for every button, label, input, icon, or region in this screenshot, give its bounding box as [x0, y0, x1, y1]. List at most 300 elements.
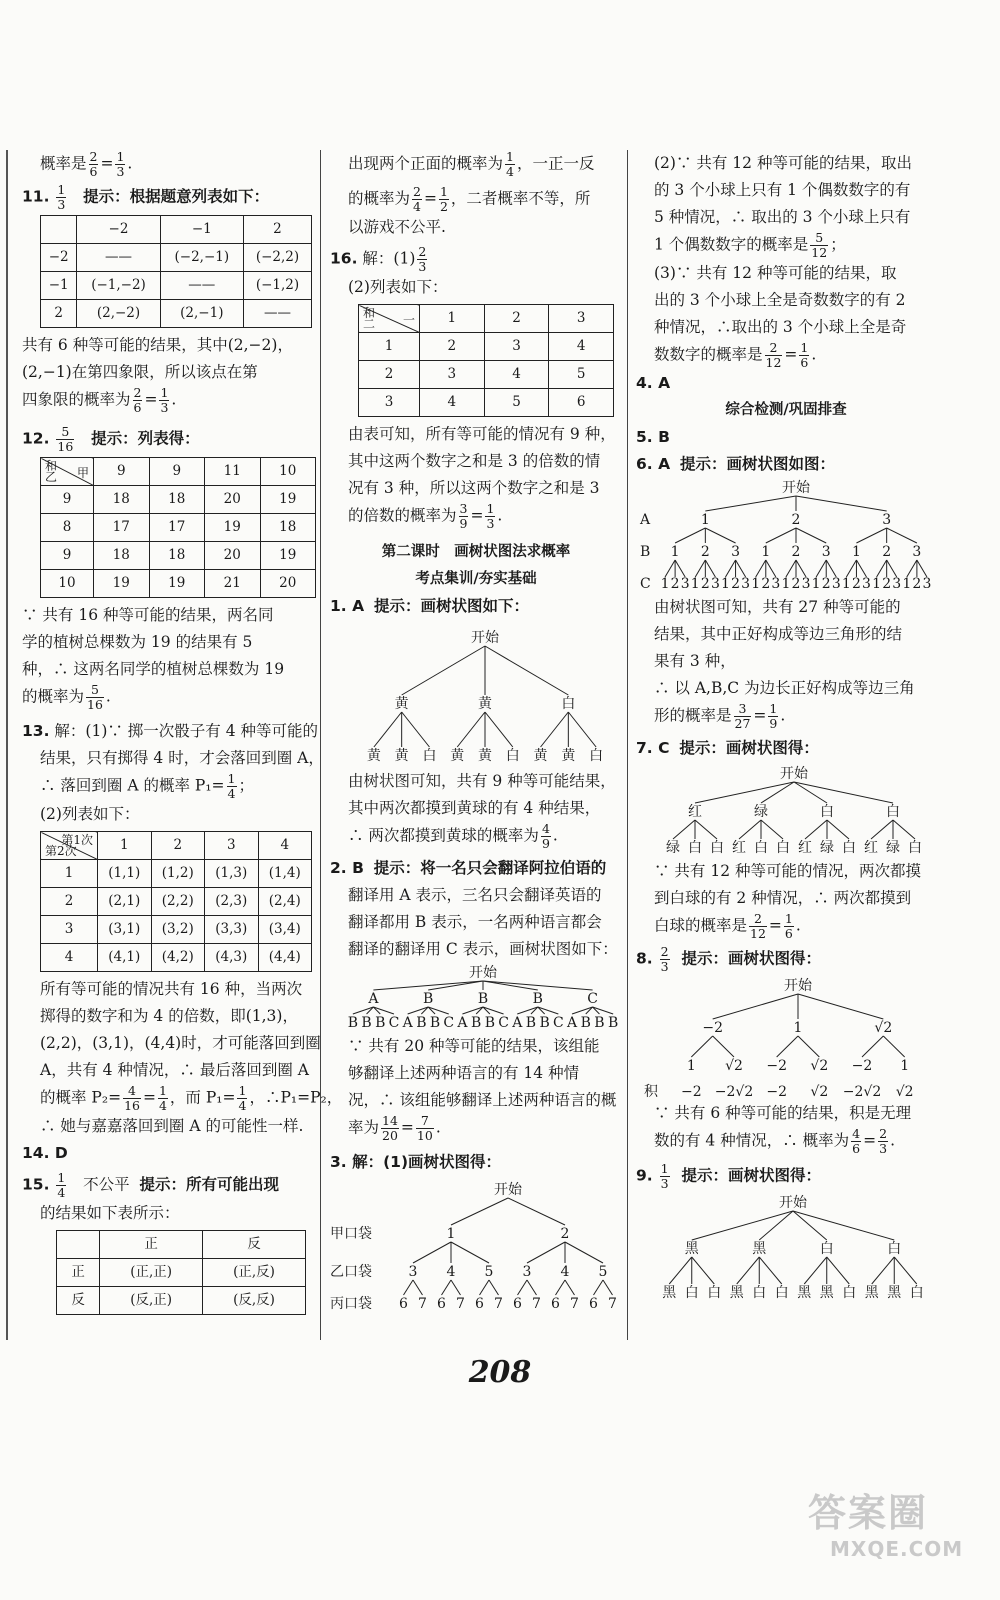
tree-node: 1 — [902, 576, 912, 592]
tree-node: B — [375, 1015, 386, 1031]
tree-node: 白 — [842, 840, 856, 856]
tree-node: 白 — [819, 1241, 834, 1257]
tree-node: 白 — [886, 804, 900, 820]
table-cell: (反,正) — [100, 1287, 203, 1315]
table-cell: 19 — [260, 486, 316, 514]
tree-branch — [527, 1242, 565, 1263]
text-line: ∴ 以 A,B,C 为边长正好构成等边三角 — [654, 679, 915, 697]
tree-node: 2 — [912, 576, 922, 592]
tree-node: C — [388, 1015, 400, 1031]
tree-branch — [846, 560, 856, 577]
table-row — [41, 888, 312, 916]
tree-branch — [862, 1036, 883, 1057]
text-line: 况有 3 种，所以这两个数字之和是 3 — [348, 479, 600, 497]
tree-branch — [483, 981, 593, 990]
table-cell: (1,4) — [258, 860, 312, 888]
table-q16 — [358, 304, 614, 417]
table-row — [41, 944, 312, 972]
table-cell: (2,1) — [98, 888, 152, 916]
tree-branch — [402, 712, 430, 747]
diag-top-label: 第1次 — [61, 833, 93, 847]
tree-branch — [794, 782, 893, 803]
tree-node: B — [608, 1015, 619, 1031]
text-line: 种情况，∴取出的 3 个小球上全是奇 — [654, 318, 907, 336]
tree-node: 黄 — [394, 696, 409, 712]
tree-branch — [804, 1257, 827, 1284]
table-row — [41, 542, 316, 570]
tree-node: 6 — [399, 1296, 408, 1312]
section-title: 第二课时 画树状图法求概率 — [381, 544, 571, 560]
tree-node: 绿 — [754, 804, 768, 820]
tree-diagram-q1 — [330, 620, 620, 768]
table-cell: 4 — [484, 361, 549, 389]
tree-node: B — [423, 991, 434, 1007]
table-cell: 10 — [41, 570, 94, 598]
column-2 — [330, 150, 622, 1314]
text-line: 翻译用 A 表示，三名只会翻译英语的 — [348, 886, 602, 904]
tree-node: √2 — [725, 1058, 743, 1074]
tree-node: 黄 — [478, 696, 492, 712]
tree-node: A — [457, 1015, 468, 1031]
table-cell: (−2,−1) — [160, 244, 243, 272]
tree-branch — [856, 528, 886, 543]
text-line: 果有 3 种， — [654, 652, 736, 670]
table-header-row — [359, 305, 614, 333]
tree-node: 4 — [560, 1264, 570, 1280]
tree-diagram-q8 — [636, 974, 936, 1100]
text-line: 其中两次都摸到黄球的有 4 种结果， — [348, 799, 601, 817]
tree-level-label: C — [640, 576, 651, 592]
tree-branch — [374, 712, 402, 747]
tree-branch — [404, 1280, 414, 1295]
table-row — [57, 1231, 306, 1259]
text-line: ∴ 两次都摸到黄球的概率为 $\frac{4}{9}$ . — [348, 821, 558, 851]
tree-node: 6 — [513, 1296, 522, 1312]
tree-node: B — [477, 991, 489, 1007]
table-cell: (正,正) — [100, 1259, 203, 1287]
tree-node: 黄 — [533, 748, 548, 764]
tree-branch — [695, 820, 717, 839]
tree-branch — [451, 1198, 508, 1225]
diag-top-label: 甲 — [76, 466, 89, 480]
question-11: 11. $\frac{1}{3}$ 提示：根据题意列表如下： — [22, 182, 270, 212]
tree-node: 1 — [660, 576, 670, 592]
text-line: 四象限的概率为 $\frac{2}{6}$ = $\frac{1}{3}$ . — [22, 385, 177, 415]
tree-node: 1 — [761, 544, 771, 560]
text-line: A，共有 4 种情况，∴ 最后落回到圈 A — [40, 1061, 309, 1079]
table-cell: (2,2) — [151, 888, 205, 916]
tree-node: 白 — [820, 804, 834, 820]
table-cell: 2 — [420, 333, 485, 361]
text-line: 掷得的数字和为 4 的倍数，即(1,3)， — [40, 1007, 298, 1025]
tree-node: 3 — [801, 576, 811, 592]
tree-node: 3 — [771, 576, 781, 592]
tree-node: 黑 — [729, 1285, 744, 1301]
tree-node: 黄 — [366, 748, 381, 764]
text-line: 结果，只有掷得 4 时，才会落回到圈 A， — [40, 749, 324, 767]
table-cell: 3 — [41, 916, 98, 944]
text-line: (3)∵ 共有 12 种等可能的结果，取 — [654, 264, 897, 282]
tree-node: 2 — [821, 576, 831, 592]
tree-node: 1 — [811, 576, 821, 592]
table-cell: (4,3) — [205, 944, 259, 972]
diag-bottom-label: 乙 — [45, 470, 58, 484]
tree-branch — [705, 528, 735, 543]
tree-diagram-q2 — [330, 963, 622, 1033]
question-15: 15. $\frac{1}{4}$ 不公平 提示：所有可能出现 — [22, 1170, 280, 1200]
text-line: 以游戏不公平. — [348, 218, 446, 236]
tree-branch — [413, 1280, 423, 1295]
tree-node: B — [361, 1015, 372, 1031]
tree-branch — [796, 496, 887, 511]
table-cell: 18 — [94, 486, 150, 514]
table-cell: 2 — [359, 361, 420, 389]
tree-node: 7 — [418, 1296, 427, 1312]
text-line: 5 种情况，∴ 取出的 3 个小球上只有 — [654, 208, 911, 226]
text-line: ∴ 她与嘉嘉落回到圈 A 的可能性一样. — [40, 1117, 304, 1135]
question-3: 3. 解：(1)画树状图得： — [330, 1153, 502, 1171]
table-cell: (1,1) — [98, 860, 152, 888]
table-cell: (反,反) — [203, 1287, 306, 1315]
tree-node: 3 — [710, 576, 720, 592]
tree-node: 白 — [505, 748, 520, 764]
tree-branch — [793, 1211, 894, 1240]
tree-node: 黑 — [819, 1285, 834, 1301]
table-cell: −1 — [160, 216, 243, 244]
table-cell: 1 — [359, 333, 420, 361]
table-cell — [41, 216, 77, 244]
tree-branch — [565, 1242, 603, 1263]
tree-node: 2 — [882, 576, 892, 592]
tree-node: 白 — [422, 748, 437, 764]
tree-node: 白 — [842, 1285, 857, 1301]
column-header: 11 — [205, 458, 261, 486]
text-line: ∵ 共有 6 种等可能的结果，积是无理 — [654, 1104, 912, 1122]
table-cell: (−1,2) — [243, 272, 311, 300]
text-line: ∵ 共有 12 种等可能的情况，两次都摸 — [654, 862, 922, 880]
tree-node: 7 — [608, 1296, 617, 1312]
tree-node: C — [443, 1015, 455, 1031]
tree-node: 黑 — [797, 1285, 812, 1301]
question-14: 14. D — [22, 1144, 68, 1162]
tree-node: −2 — [851, 1058, 873, 1074]
tree-node: B — [484, 1015, 495, 1031]
table-cell: (3,2) — [151, 916, 205, 944]
tree-branch — [894, 1257, 917, 1284]
text-line: 的结果如下表所示： — [40, 1204, 180, 1222]
text-line: 的倍数的概率为 $\frac{3}{9}$ = $\frac{1}{3}$ . — [348, 501, 503, 531]
table-row — [41, 570, 316, 598]
table-cell: 17 — [94, 514, 150, 542]
table-cell: −2 — [77, 216, 160, 244]
tree-level-label: A — [640, 512, 651, 528]
text-line: (2)列表如下： — [348, 278, 448, 296]
tree-node: 黄 — [561, 748, 576, 764]
question-8: 8. $\frac{2}{3}$ 提示：画树状图得： — [636, 944, 821, 974]
watermark-url: MXQE.COM — [830, 1537, 964, 1561]
tree-node: 绿 — [820, 840, 834, 856]
table-row — [41, 860, 312, 888]
tree-branch — [713, 1036, 734, 1057]
tree-node: 3 — [731, 544, 741, 560]
table-cell: (2,−1) — [160, 300, 243, 328]
table-cell: (3,3) — [205, 916, 259, 944]
tree-node: −2 — [766, 1058, 787, 1074]
tree-node: 2 — [700, 576, 710, 592]
tree-node: 1 — [872, 576, 882, 592]
tree-level-label: 丙口袋 — [330, 1296, 372, 1312]
question-7: 7. C 提示：画树状图得： — [636, 739, 819, 757]
text-line: 的概率为 $\frac{5}{16}$ . — [22, 682, 111, 712]
tree-branch — [541, 712, 569, 747]
tree-branch — [777, 1036, 798, 1057]
column-header: 1 — [98, 832, 152, 860]
table-cell: 4 — [420, 389, 485, 417]
tree-node: 黑 — [864, 1285, 879, 1301]
table-cell: (2,−2) — [77, 300, 160, 328]
table-cell: 20 — [260, 570, 316, 598]
table-cell — [57, 1231, 100, 1259]
tree-node: 1 — [700, 512, 710, 528]
table-cell: (2,3) — [205, 888, 259, 916]
table-cell: 18 — [149, 486, 205, 514]
diag-bottom-label: 第2次 — [45, 844, 77, 858]
tree-branch — [798, 1036, 819, 1057]
tree-node: 6 — [475, 1296, 484, 1312]
table-cell: 19 — [149, 570, 205, 598]
question-1: 1. A 提示：画树状图如下： — [330, 597, 529, 615]
table-cell: 1 — [41, 860, 98, 888]
text-line: 由树状图可知，共有 27 种等可能的 — [654, 598, 901, 616]
tree-node: 1 — [900, 1058, 910, 1074]
tree-node: 5 — [484, 1264, 494, 1280]
tree-root: 开始 — [779, 1195, 807, 1211]
tree-branch — [917, 560, 927, 577]
product-value: −2√2 — [714, 1084, 754, 1100]
tree-branch — [594, 1280, 604, 1295]
tree-node: 1 — [781, 576, 791, 592]
tree-branch — [413, 1242, 451, 1263]
column-header: 3 — [205, 832, 259, 860]
table-cell: 18 — [149, 542, 205, 570]
diag-label: 和 — [45, 459, 58, 473]
text-line: 出的 3 个小球上全是奇数数字的有 2 — [654, 291, 906, 309]
table-cell: 5 — [484, 389, 549, 417]
tree-node: 6 — [551, 1296, 560, 1312]
tree-branch — [761, 820, 783, 839]
table-cell: 3 — [484, 333, 549, 361]
tree-branch — [565, 1280, 575, 1295]
tree-branch — [756, 560, 766, 577]
tree-node: 黑 — [752, 1241, 767, 1257]
tree-branch — [871, 820, 893, 839]
tree-node: 白 — [754, 840, 768, 856]
text-line: 出现两个正面的概率为 $\frac{1}{4}$ ，一正一反 — [348, 149, 595, 179]
text-line: (2,−1)在第四象限，所以该点在第 — [22, 363, 258, 381]
table-cell: 19 — [94, 570, 150, 598]
tree-branch — [893, 820, 915, 839]
question-2: 2. B 提示：将一名只会翻译阿拉伯语的 — [330, 859, 607, 877]
tree-node: 白 — [774, 1285, 789, 1301]
question-5: 5. B — [636, 428, 670, 446]
column-header: 1 — [420, 305, 485, 333]
watermark-logo — [808, 1482, 963, 1561]
tree-branch — [736, 560, 746, 577]
tree-node: 白 — [752, 1285, 767, 1301]
tree-node: 3 — [821, 544, 831, 560]
table-cell: 19 — [260, 542, 316, 570]
table-cell: −2 — [41, 244, 77, 272]
tree-node: C — [587, 991, 598, 1007]
tree-branch — [816, 560, 826, 577]
table-cell: 9 — [41, 486, 94, 514]
text-line: (2)∵ 共有 12 种等可能的结果，取出 — [654, 154, 912, 172]
tree-branch — [665, 560, 675, 577]
fraction: $\frac{2}{6}$ — [89, 149, 98, 179]
tree-branch — [692, 1211, 793, 1240]
text-line: 由表可知，所有等可能的情况有 9 种， — [348, 425, 616, 443]
tree-branch — [508, 1198, 565, 1225]
text-line: 学的植树总棵数为 19 的结果有 5 — [22, 633, 253, 651]
table-row — [359, 361, 614, 389]
tree-branch — [695, 782, 794, 803]
table-cell: (4,1) — [98, 944, 152, 972]
tree-node: 6 — [437, 1296, 446, 1312]
tree-node: 2 — [560, 1226, 570, 1242]
tree-level-label: B — [640, 544, 651, 560]
tree-node: 1 — [851, 544, 861, 560]
table-cell: 6 — [549, 389, 614, 417]
tree-diagram-q9 — [636, 1191, 936, 1303]
fraction: $\frac{1}{3}$ — [116, 149, 125, 179]
text-line: 其中这两个数字之和是 3 的倍数的情 — [348, 452, 601, 470]
table-row — [41, 514, 316, 542]
tree-node: 7 — [494, 1296, 503, 1312]
table-cell: 3 — [359, 389, 420, 417]
section-subtitle: 考点集训/夯实基础 — [415, 571, 537, 587]
tree-node: A — [368, 991, 379, 1007]
table-row — [41, 244, 312, 272]
tree-node: 白 — [688, 840, 702, 856]
tree-node: 2 — [791, 544, 801, 560]
table-cell: (1,3) — [205, 860, 259, 888]
question-6: 6. A 提示：画树状图如图： — [636, 455, 835, 473]
tree-node: √2 — [874, 1020, 893, 1036]
tree-branch — [887, 528, 917, 543]
tree-branch — [766, 560, 776, 577]
product-value: √2 — [810, 1084, 829, 1100]
table-cell: 3 — [420, 361, 485, 389]
tree-branch — [725, 560, 735, 577]
tree-node: √2 — [810, 1058, 829, 1074]
watermark-text: 答案圈 — [808, 1491, 929, 1535]
tree-node: 2 — [731, 576, 741, 592]
tree-node: 1 — [670, 544, 680, 560]
tree-node: 7 — [532, 1296, 541, 1312]
tree-branch — [798, 994, 883, 1019]
tree-node: 3 — [680, 576, 690, 592]
text-line: ∵ 共有 16 种等可能的结果，两名同 — [22, 606, 274, 624]
tree-node: A — [566, 1015, 578, 1031]
tree-node: 黄 — [478, 748, 492, 764]
question-12: 12. $\frac{5}{16}$ 提示：列表得： — [22, 424, 200, 454]
tree-branch — [786, 560, 796, 577]
text-line: 率为 $\frac{14}{20}$ = $\frac{7}{10}$ . — [348, 1113, 441, 1143]
text-line: 翻译都用 B 表示，一名两种语言都会 — [348, 913, 602, 931]
tree-node: B — [429, 1015, 441, 1031]
tree-node: 1 — [690, 576, 700, 592]
tree-branch — [675, 528, 705, 543]
product-label: 积 — [644, 1084, 658, 1100]
tree-root: 开始 — [782, 480, 810, 496]
table-cell: 4 — [549, 333, 614, 361]
product-value: −2 — [681, 1084, 702, 1100]
diag-top-label: 一 — [402, 313, 415, 327]
table-q15 — [56, 1230, 306, 1315]
table-cell: (2,4) — [258, 888, 312, 916]
column-1 — [22, 149, 343, 1319]
tree-root: 开始 — [494, 1182, 522, 1198]
product-value: −2 — [766, 1084, 787, 1100]
table-cell: 19 — [205, 514, 261, 542]
tree-node: A — [512, 1015, 523, 1031]
tree-node: A — [402, 1015, 413, 1031]
table-cell: 4 — [41, 944, 98, 972]
tree-node: B — [416, 1015, 427, 1031]
table-row — [41, 300, 312, 328]
tree-node: 5 — [598, 1264, 608, 1280]
column-header: 10 — [260, 458, 316, 486]
table-diagonal-header — [41, 458, 94, 486]
tree-branch — [673, 820, 695, 839]
table-cell: 2 — [41, 888, 98, 916]
tree-branch — [872, 1257, 895, 1284]
text-line: (2)列表如下： — [40, 805, 140, 823]
tree-node: 3 — [912, 544, 922, 560]
tree-node: 白 — [589, 748, 604, 764]
text-line: 1 个偶数数字的概率是 $\frac{5}{12}$ ； — [654, 230, 846, 260]
tree-node: 3 — [522, 1264, 532, 1280]
tree-branch — [826, 560, 836, 577]
table-diagonal-header — [41, 832, 98, 860]
tree-node: 2 — [791, 576, 801, 592]
table-cell: 20 — [205, 486, 261, 514]
tree-branch — [705, 496, 796, 511]
answer-line: 概率是 $\frac{2}{6}$ = $\frac{1}{3}$ . — [40, 149, 133, 179]
table-q13 — [40, 831, 312, 972]
tree-branch — [603, 1280, 613, 1295]
tree-node: 黑 — [887, 1285, 902, 1301]
text-line: 共有 6 种等可能的结果，其中(2,−2)， — [22, 336, 293, 354]
tree-node: 7 — [570, 1296, 579, 1312]
tree-branch — [556, 1280, 566, 1295]
tree-branch — [796, 528, 826, 543]
table-header-row — [41, 458, 316, 486]
text-line: 种，∴ 这两名同学的植树总棵数为 19 — [22, 660, 285, 678]
tree-node: 绿 — [666, 840, 680, 856]
tree-node: 白 — [909, 1285, 924, 1301]
table-cell: (−1,−2) — [77, 272, 160, 300]
table-cell: (4,2) — [151, 944, 205, 972]
tree-node: 2 — [761, 576, 771, 592]
page-number: 208 — [468, 1355, 532, 1390]
table-cell: 17 — [149, 514, 205, 542]
tree-branch — [887, 560, 897, 577]
tree-branch — [883, 1036, 904, 1057]
tree-node: 1 — [446, 1226, 456, 1242]
tree-branch — [518, 1280, 528, 1295]
table-header-row — [41, 832, 312, 860]
